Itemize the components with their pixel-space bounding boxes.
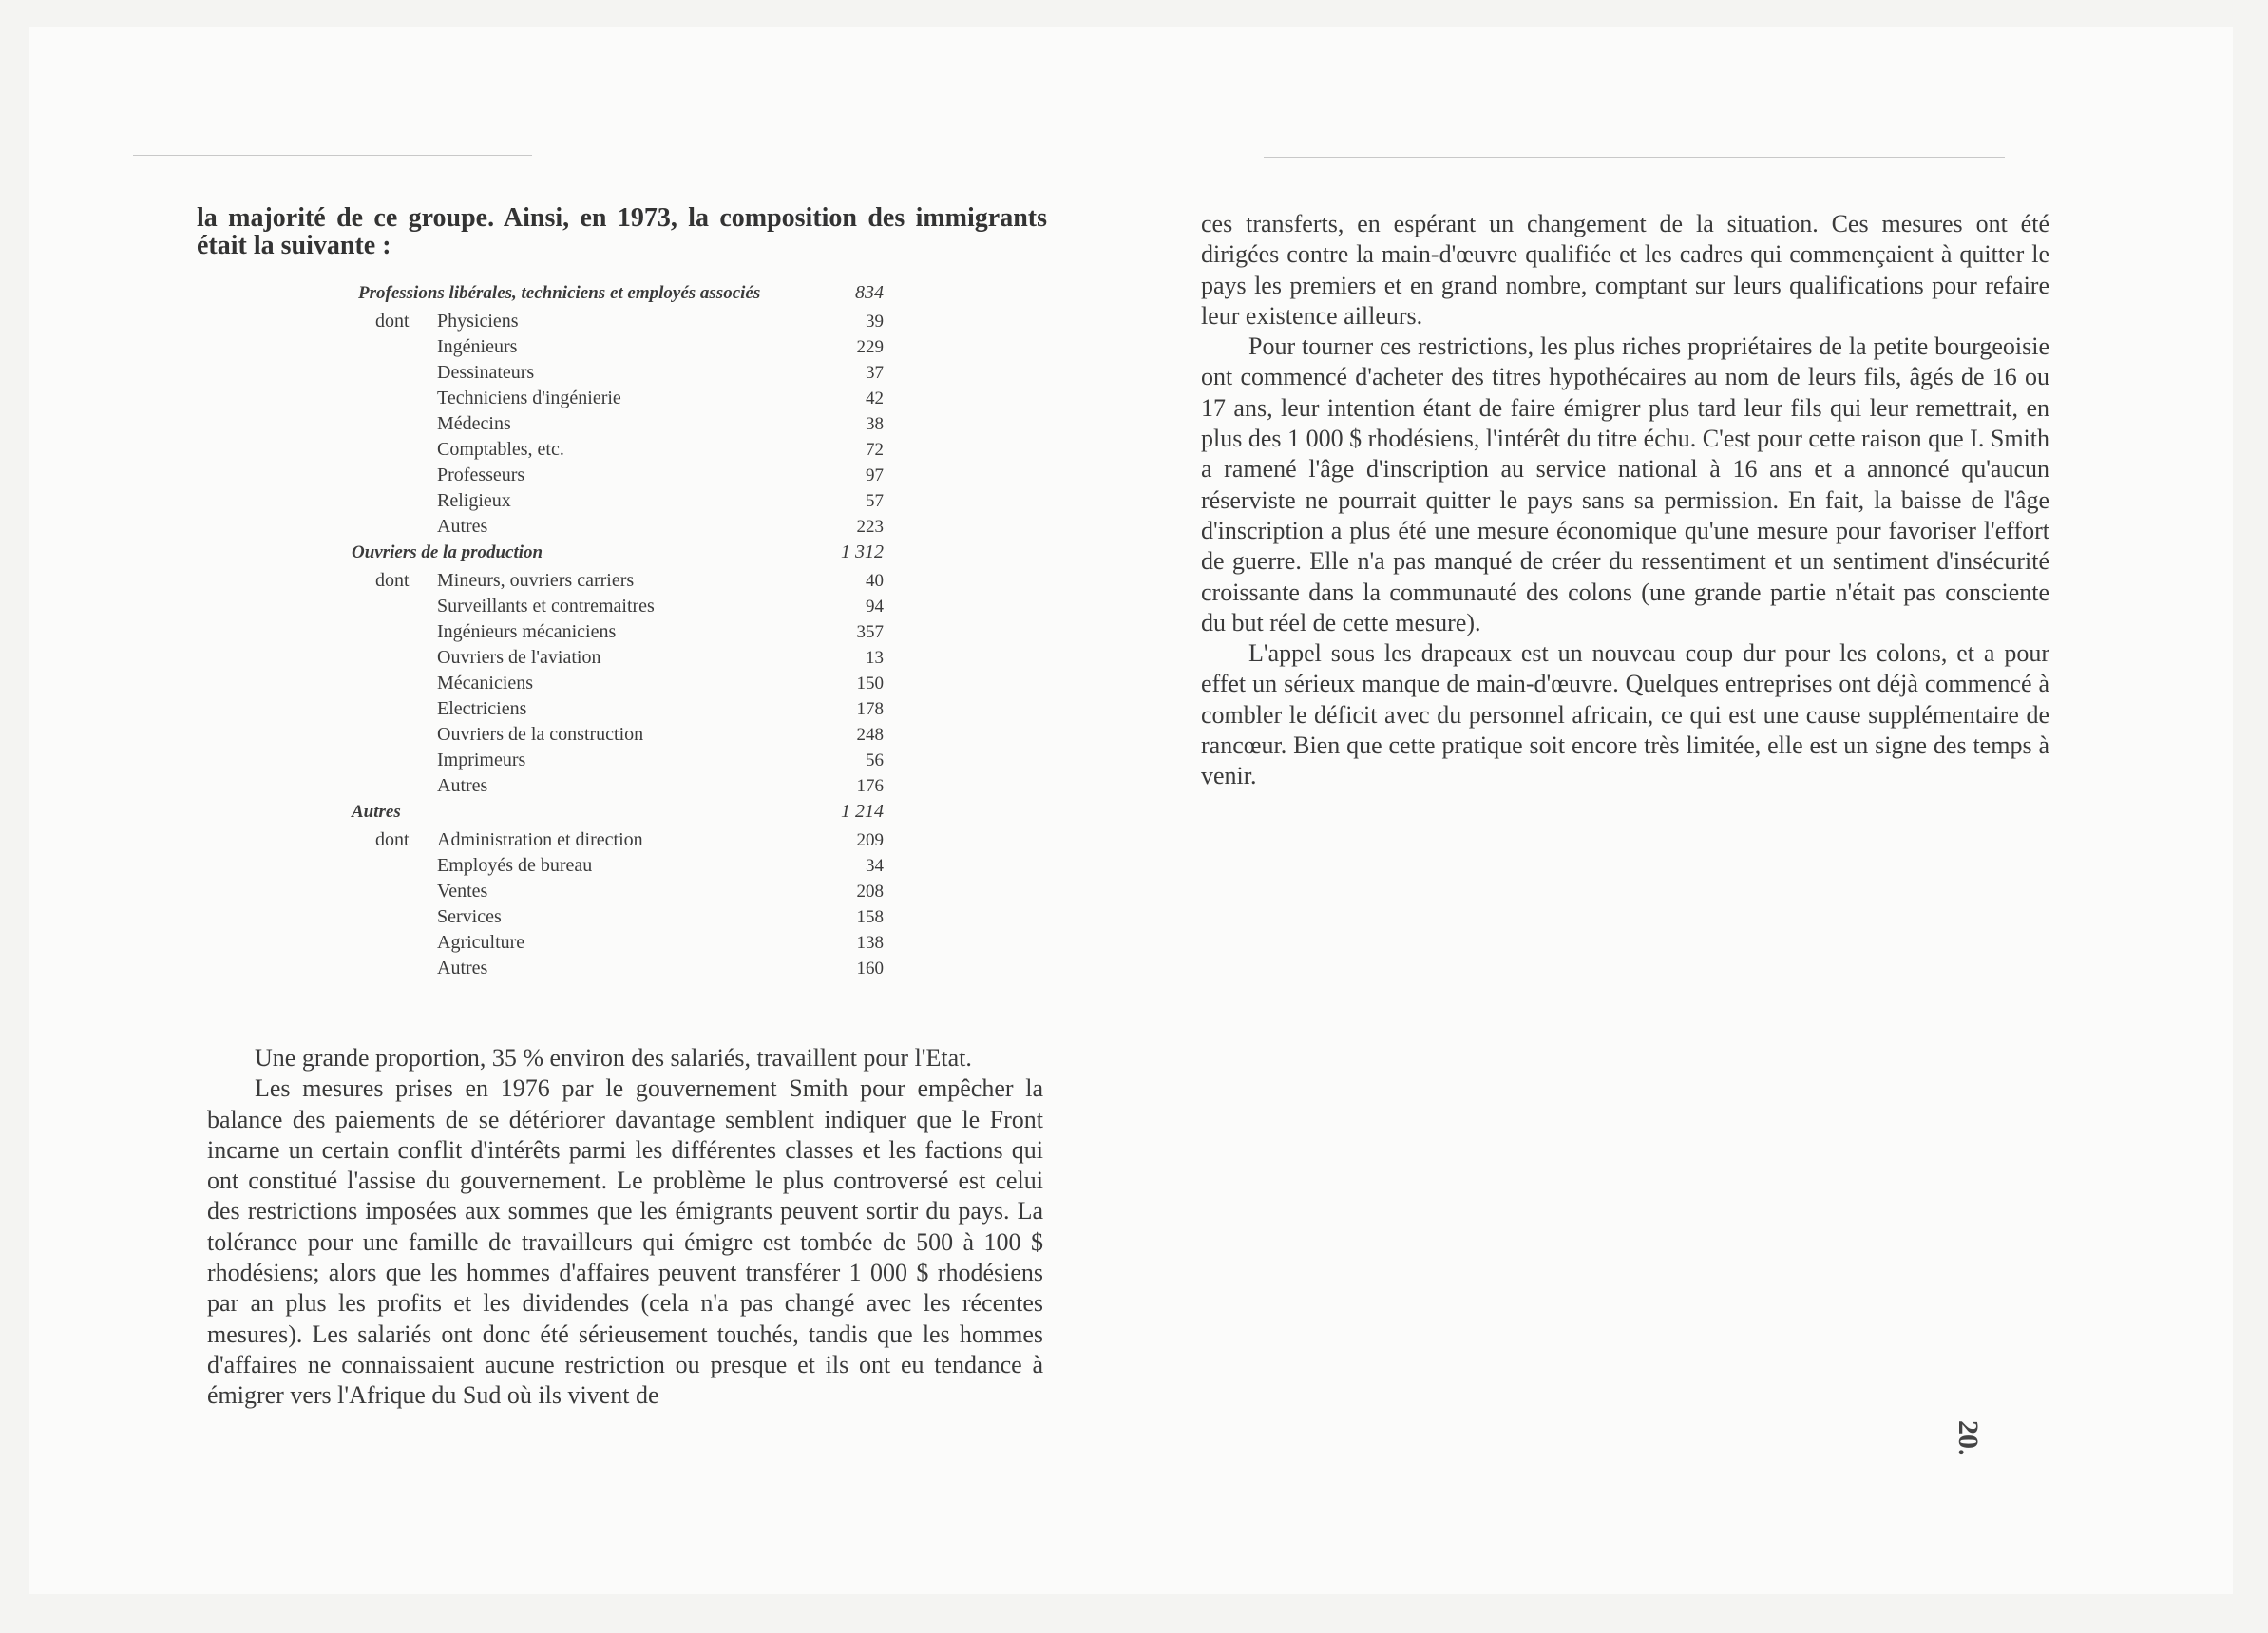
row-label: Employés de bureau xyxy=(437,855,593,876)
left-column-text xyxy=(207,1043,1043,1412)
paragraph: Une grande proportion, 35 % environ des salariés, travaillent pour l'Etat. xyxy=(255,1044,972,1072)
row-label: Ouvriers de l'aviation xyxy=(437,647,601,668)
page-number: 20. xyxy=(1953,1420,1984,1456)
row-label: Agriculture xyxy=(437,932,525,953)
table-row xyxy=(352,956,884,981)
table-row xyxy=(352,411,884,437)
row-label: Surveillants et contremaitres xyxy=(437,596,655,617)
row-label: Techniciens d'ingénierie xyxy=(437,388,621,408)
dont-label: dont xyxy=(375,570,410,591)
row-value: 72 xyxy=(866,440,884,460)
row-value: 248 xyxy=(856,725,884,745)
row-label: Autres xyxy=(437,516,488,537)
row-value: 42 xyxy=(866,389,884,408)
row-label-group xyxy=(352,309,519,334)
row-value: 38 xyxy=(866,414,884,434)
row-value: 94 xyxy=(866,597,884,617)
table-row xyxy=(352,619,884,645)
table-row xyxy=(352,463,884,488)
table-category-row xyxy=(352,540,884,568)
intro-text: la majorité de ce groupe. Ainsi, en 1973, la composition des immigrants était la suivante : xyxy=(197,203,1047,260)
table-row xyxy=(352,930,884,956)
table-row xyxy=(352,360,884,386)
row-label: Administration et direction xyxy=(437,829,643,850)
paragraph: Les mesures prises en 1976 par le gouvernement Smith pour empêcher la balance des paiements de se détériorer davantage semblent indiquer que le Front incarne un certain conflit d'intérêts parmi les différentes classes et les factions qui ont constitué l'assise du gouvernement. Le problème le plus controversé est celui des restrictions imposées aux sommes que les émigrants peuvent sortir du pays. La tolérance pour une famille de travailleurs qui émigre est tombée de 500 à 100 $ rhodésiens; alors que les hommes d'affaires peuvent transférer 1 000 $ rhodésiens par an plus les profits et les dividendes (cela n'a pas changé avec les récentes mesures). Les salariés ont donc été sérieusement touchés, tandis que les hommes d'affaires ne connaissaient aucune restriction ou presque et ils ont eu tendance à émigrer vers l'Afrique du Sud où ils vivent de xyxy=(207,1074,1043,1410)
row-label: Services xyxy=(437,906,502,927)
row-label: Ingénieurs xyxy=(437,336,518,357)
table-row xyxy=(352,309,884,334)
row-label: Médecins xyxy=(437,413,511,434)
row-value: 223 xyxy=(856,517,884,537)
table-row xyxy=(352,568,884,594)
row-value: 57 xyxy=(866,491,884,511)
paragraph: Pour tourner ces restrictions, les plus riches propriétaires de la petite bourgeoisie ont commencé d'acheter des titres hypothécaires au nom de leurs fils, âgés de 16 ou 17 ans, leur intention étant de faire émigrer plus tard leur fils qui leur remettrait, en plus des 1 000 $ rhodésiens, l'intérêt du titre échu. C'est pour cette raison que I. Smith a ramené l'âge d'inscription au service national à 16 ans et a annoncé qu'aucun réserviste ne pourrait quitter le pays sans sa permission. En fait, la baisse de l'âge d'inscription a plus été une mesure économique qu'une mesure pour favoriser l'effort de guerre. Elle n'a pas manqué de créer du ressentiment et un sentiment d'insécurité croissante dans la communauté des colons (une grande partie n'était pas consciente du but réel de cette mesure). xyxy=(1201,332,2049,636)
category-total: 1 312 xyxy=(841,541,884,562)
category-label: Autres xyxy=(352,802,401,822)
row-value: 209 xyxy=(856,830,884,850)
right-column-text xyxy=(1201,209,2049,792)
table-row xyxy=(352,334,884,360)
table-row xyxy=(352,722,884,748)
row-label: Mineurs, ouvriers carriers xyxy=(437,570,635,591)
row-label: Ventes xyxy=(437,881,488,902)
immigrant-composition-table xyxy=(352,280,884,981)
row-label: Autres xyxy=(437,958,488,978)
category-total: 1 214 xyxy=(841,801,884,822)
row-label: Professeurs xyxy=(437,465,525,485)
row-value: 37 xyxy=(866,363,884,383)
table-category-row xyxy=(352,280,884,309)
row-label: Ouvriers de la construction xyxy=(437,724,644,745)
row-value: 357 xyxy=(856,622,884,642)
table-row xyxy=(352,748,884,773)
table-row xyxy=(352,645,884,671)
row-value: 208 xyxy=(856,882,884,902)
row-label-group xyxy=(352,827,643,853)
table-row xyxy=(352,514,884,540)
row-label-group xyxy=(352,568,634,594)
category-label: Ouvriers de la production xyxy=(352,542,543,562)
scan-rule xyxy=(1264,157,2005,158)
category-total: 834 xyxy=(855,282,884,303)
table-category-row xyxy=(352,799,884,827)
row-value: 97 xyxy=(866,465,884,485)
table-row xyxy=(352,879,884,904)
row-value: 40 xyxy=(866,571,884,591)
row-value: 176 xyxy=(856,776,884,796)
table-row xyxy=(352,827,884,853)
row-value: 34 xyxy=(866,856,884,876)
table-row xyxy=(352,904,884,930)
table-row xyxy=(352,853,884,879)
row-value: 39 xyxy=(866,312,884,332)
table-row xyxy=(352,696,884,722)
row-value: 150 xyxy=(856,674,884,693)
row-label: Mécaniciens xyxy=(437,673,534,693)
row-value: 56 xyxy=(866,750,884,770)
row-label: Electriciens xyxy=(437,698,527,719)
row-label: Physiciens xyxy=(437,311,519,332)
row-label: Ingénieurs mécaniciens xyxy=(437,621,617,642)
row-label: Dessinateurs xyxy=(437,362,535,383)
table-row xyxy=(352,488,884,514)
row-value: 158 xyxy=(856,907,884,927)
row-label: Autres xyxy=(437,775,488,796)
scan-rule xyxy=(133,155,532,156)
row-label: Religieux xyxy=(437,490,511,511)
row-value: 229 xyxy=(856,337,884,357)
row-label: Comptables, etc. xyxy=(437,439,564,460)
row-value: 160 xyxy=(856,959,884,978)
dont-label: dont xyxy=(375,829,410,850)
table-row xyxy=(352,437,884,463)
table-row xyxy=(352,594,884,619)
dont-label: dont xyxy=(375,311,410,332)
table-row xyxy=(352,386,884,411)
row-label: Imprimeurs xyxy=(437,750,526,770)
row-value: 138 xyxy=(856,933,884,953)
table-row xyxy=(352,671,884,696)
row-value: 13 xyxy=(866,648,884,668)
paragraph: L'appel sous les drapeaux est un nouveau coup dur pour les colons, et a pour effet un sérieux manque de main-d'œuvre. Quelques entreprises ont déjà commencé à combler le déficit avec du personnel africain, ce qui est une cause supplémentaire de rancœur. Bien que cette pratique soit encore très limitée, elle est un signe des temps à venir. xyxy=(1201,639,2049,790)
row-value: 178 xyxy=(856,699,884,719)
paragraph: ces transferts, en espérant un changement de la situation. Ces mesures ont été dirigées contre la main-d'œuvre qualifiée et les cadres qui commençaient à quitter le pays les premiers et en grand nombre, comptant sur leurs qualifications pour refaire leur existence ailleurs. xyxy=(1201,210,2049,330)
category-label: Professions libérales, techniciens et employés associés xyxy=(358,283,761,303)
table-row xyxy=(352,773,884,799)
